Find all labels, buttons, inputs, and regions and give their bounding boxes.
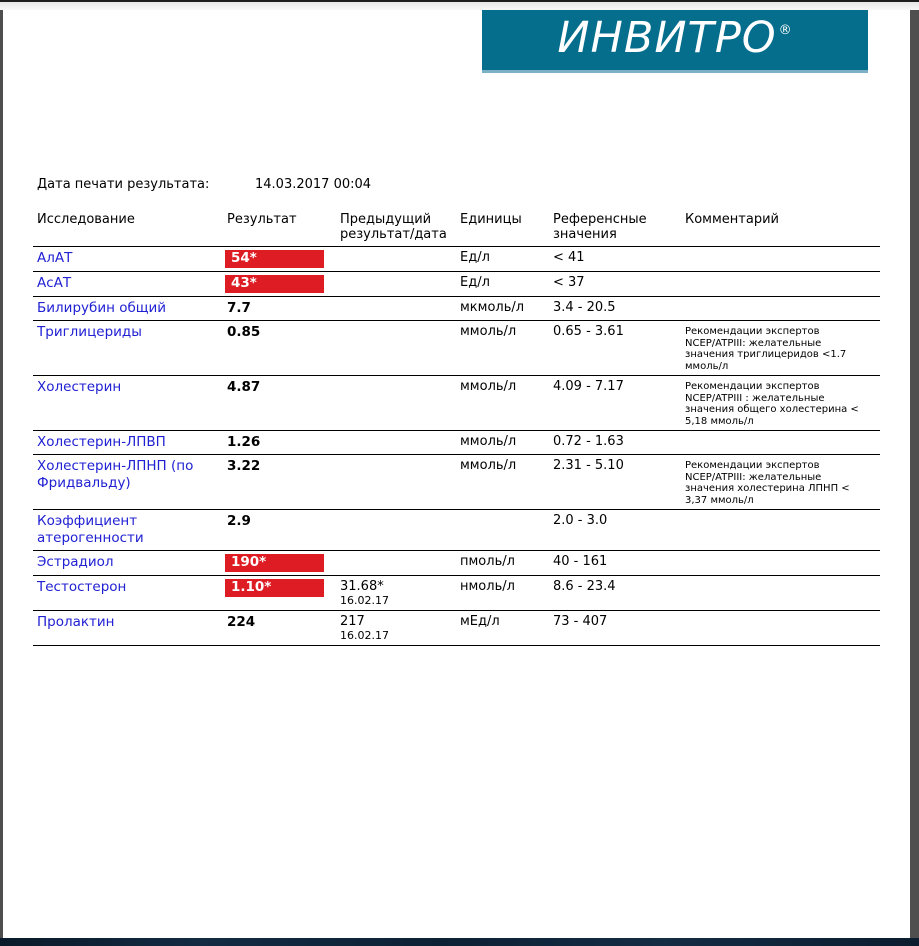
result-value: 224 (227, 614, 256, 630)
test-result (223, 376, 336, 430)
test-name: АлАТ (37, 250, 73, 266)
previous-result (336, 576, 456, 610)
comment: Рекомендации экспертов NCEP/ATPIII: желательные значения холестерина ЛПНП < 3,37 ммоль/л (685, 460, 850, 506)
previous-result (336, 272, 456, 296)
units: Ед/л (460, 275, 490, 290)
result-value: 0.85 (227, 324, 261, 340)
test-name: Эстрадиол (37, 554, 114, 570)
print-date-line (37, 177, 371, 192)
reference-range: 0.72 - 1.63 (553, 434, 624, 449)
test-result (223, 611, 336, 645)
result-value: 1.10* (225, 579, 324, 597)
units: ммоль/л (460, 379, 517, 394)
reference-range: 4.09 - 7.17 (553, 379, 624, 394)
test-name: Тестостерон (37, 579, 127, 595)
test-name: Холестерин-ЛПВП (37, 434, 166, 450)
table-header-row (33, 210, 880, 247)
units: пмоль/л (460, 554, 515, 569)
table-row (33, 551, 880, 576)
table-row (33, 376, 880, 431)
test-name: Коэффициент атерогенности (37, 513, 144, 546)
table-row (33, 510, 880, 551)
test-name: Холестерин-ЛПНП (по Фридвальду) (37, 458, 194, 491)
header-units: Единицы (460, 212, 522, 227)
window-bottom-bar (0, 938, 919, 946)
test-result (223, 455, 336, 509)
header-previous: Предыдущий результат/дата (340, 212, 447, 242)
previous-result (336, 551, 456, 575)
test-result (223, 297, 336, 320)
logo-wordmark: ИНВИТРО (557, 12, 777, 63)
previous-date: 16.02.17 (340, 629, 389, 642)
reference-range: 8.6 - 23.4 (553, 579, 616, 594)
results-table (33, 210, 880, 646)
comment (681, 297, 880, 320)
reference-range: 0.65 - 3.61 (553, 324, 624, 339)
test-result (223, 272, 336, 296)
previous-result (336, 431, 456, 454)
test-name: Триглицериды (37, 324, 142, 340)
previous-result (336, 611, 456, 645)
result-value: 2.9 (227, 513, 251, 529)
test-result (223, 321, 336, 375)
reference-range: 3.4 - 20.5 (553, 300, 616, 315)
units: Ед/л (460, 250, 490, 265)
test-result (223, 576, 336, 610)
test-name: Холестерин (37, 379, 122, 395)
header-reference: Референсные значения (553, 212, 647, 242)
test-result (223, 247, 336, 271)
reference-range: < 41 (553, 250, 585, 265)
comment: Рекомендации экспертов NCEP/ATPIII : желательные значения общего холестерина < 5,18 ммоль/л (685, 381, 859, 427)
result-value: 7.7 (227, 300, 251, 316)
table-row (33, 611, 880, 646)
print-date-value: 14.03.2017 00:04 (255, 177, 372, 192)
previous-result (336, 510, 456, 550)
header-result: Результат (227, 212, 297, 227)
table-row (33, 297, 880, 321)
test-result (223, 551, 336, 575)
result-value: 4.87 (227, 379, 261, 395)
test-name: АсАТ (37, 275, 72, 291)
reference-range: 40 - 161 (553, 554, 608, 569)
comment (681, 272, 880, 296)
table-row (33, 431, 880, 455)
invitro-logo (557, 12, 793, 64)
result-value: 190* (225, 554, 324, 572)
result-value: 1.26 (227, 434, 261, 450)
previous-value: 217 (340, 614, 365, 629)
reference-range: < 37 (553, 275, 585, 290)
previous-result (336, 247, 456, 271)
header-test: Исследование (37, 212, 135, 227)
units (456, 510, 549, 550)
table-row (33, 321, 880, 376)
previous-result (336, 455, 456, 509)
table-row (33, 272, 880, 297)
invitro-logo-banner (482, 10, 868, 73)
comment (681, 510, 880, 550)
units: мкмоль/л (460, 300, 525, 315)
previous-result (336, 297, 456, 320)
window-left-edge (0, 10, 3, 938)
units: мЕд/л (460, 614, 500, 629)
units: ммоль/л (460, 324, 517, 339)
table-row (33, 247, 880, 272)
result-value: 43* (225, 275, 324, 293)
previous-result (336, 321, 456, 375)
comment (681, 576, 880, 610)
previous-value: 31.68* (340, 579, 384, 594)
test-name: Билирубин общий (37, 300, 167, 316)
registered-trademark-icon: ® (778, 22, 793, 38)
test-result (223, 431, 336, 454)
comment (681, 431, 880, 454)
test-name: Пролактин (37, 614, 115, 630)
comment (681, 247, 880, 271)
header-comment: Комментарий (685, 212, 779, 227)
units: ммоль/л (460, 458, 517, 473)
table-row (33, 455, 880, 510)
reference-range: 73 - 407 (553, 614, 608, 629)
comment: Рекомендации экспертов NCEP/ATPIII: желательные значения триглицеридов <1.7 ммоль/л (685, 326, 847, 372)
print-date-label: Дата печати результата: (37, 177, 210, 192)
window-top-strip (0, 2, 919, 10)
previous-result (336, 376, 456, 430)
reference-range: 2.0 - 3.0 (553, 513, 608, 528)
window-right-edge (910, 10, 919, 938)
test-result (223, 510, 336, 550)
comment (681, 611, 880, 645)
units: ммоль/л (460, 434, 517, 449)
reference-range: 2.31 - 5.10 (553, 458, 624, 473)
result-value: 54* (225, 250, 324, 268)
table-row (33, 576, 880, 611)
table-body (33, 247, 880, 646)
previous-date: 16.02.17 (340, 594, 389, 607)
result-value: 3.22 (227, 458, 261, 474)
comment (681, 551, 880, 575)
units: нмоль/л (460, 579, 515, 594)
